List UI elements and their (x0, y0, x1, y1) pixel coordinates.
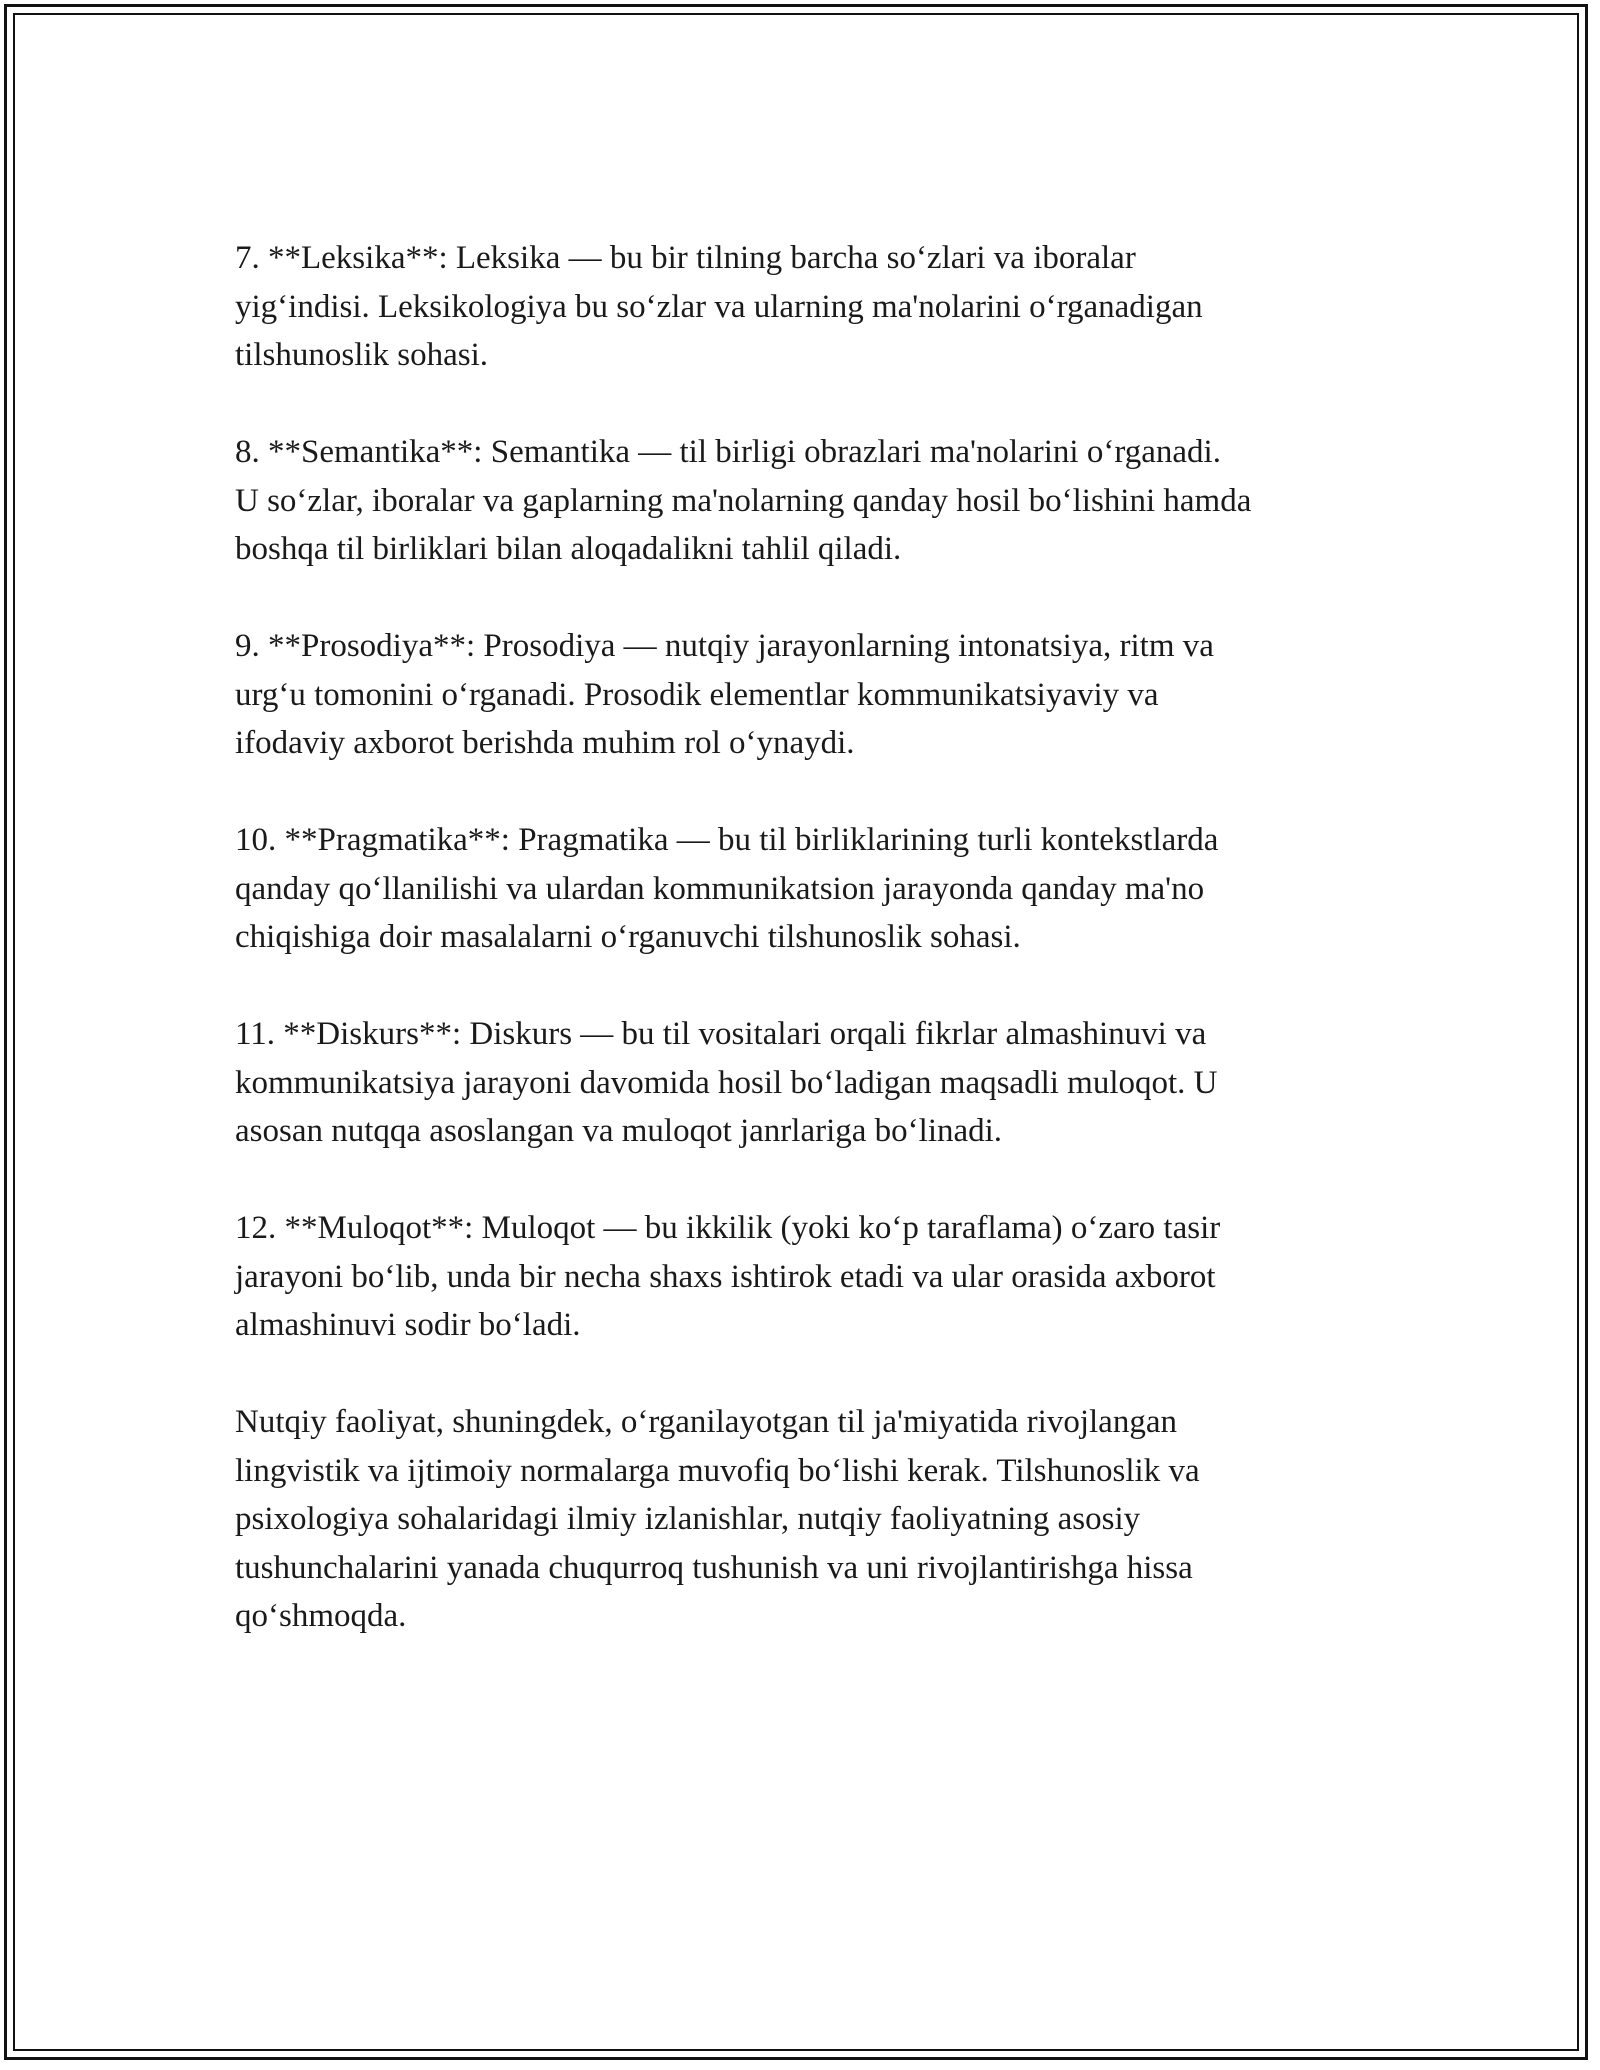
paragraph-diskurs: 11. **Diskurs**: Diskurs — bu til vositalari orqali fikrlar almashinuvi va kommunikatsiya jarayoni davomida hosil bo‘ladigan maqsadli muloqot. U asosan nutqqa asoslangan va muloqot janrlariga bo‘linadi. (235, 1016, 1218, 1149)
paragraph-leksika: 7. **Leksika**: Leksika — bu bir tilning barcha so‘zlari va iboralar yig‘indisi. Leksikologiya bu so‘zlar va ularning ma'nolarini o‘rganadigan tilshunoslik sohasi. (235, 240, 1203, 373)
paragraph-conclusion: Nutqiy faoliyat, shuningdek, o‘rganilayotgan til ja'miyatida rivojlangan lingvistik va ijtimoiy normalarga muvofiq bo‘lishi kerak. Tilshunoslik va psixologiya sohalaridagi ilmiy izlanishlar, nutqiy faoliyatning asosiy tushunchalarini yanada chuqurroq tushunish va uni rivojlantirishga hissa qo‘shmoqda. (235, 1404, 1200, 1634)
paragraph-semantika: 8. **Semantika**: Semantika — til birligi obrazlari ma'nolarini o‘rganadi. U so‘zlar, iboralar va gaplarning ma'nolarning qanday hosil bo‘lishini hamda boshqa til birliklari bilan aloqadalikni tahlil qiladi. (235, 434, 1252, 567)
document-body (235, 234, 1385, 1689)
paragraph-prosodiya: 9. **Prosodiya**: Prosodiya — nutqiy jarayonlarning intonatsiya, ritm va urg‘u tomonini o‘rganadi. Prosodik elementlar kommunikatsiyaviy va ifodaviy axborot berishda muhim rol o‘ynaydi. (235, 628, 1214, 761)
paragraph-pragmatika: 10. **Pragmatika**: Pragmatika — bu til birliklarining turli kontekstlarda qanday qo‘llanilishi va ulardan kommunikatsion jarayonda qanday ma'no chiqishiga doir masalalarni o‘rganuvchi tilshunoslik sohasi. (235, 822, 1219, 955)
paragraph-muloqot: 12. **Muloqot**: Muloqot — bu ikkilik (yoki ko‘p taraflama) o‘zaro tasir jarayoni bo‘lib, unda bir necha shaxs ishtirok etadi va ular orasida axborot almashinuvi sodir bo‘ladi. (235, 1210, 1221, 1343)
